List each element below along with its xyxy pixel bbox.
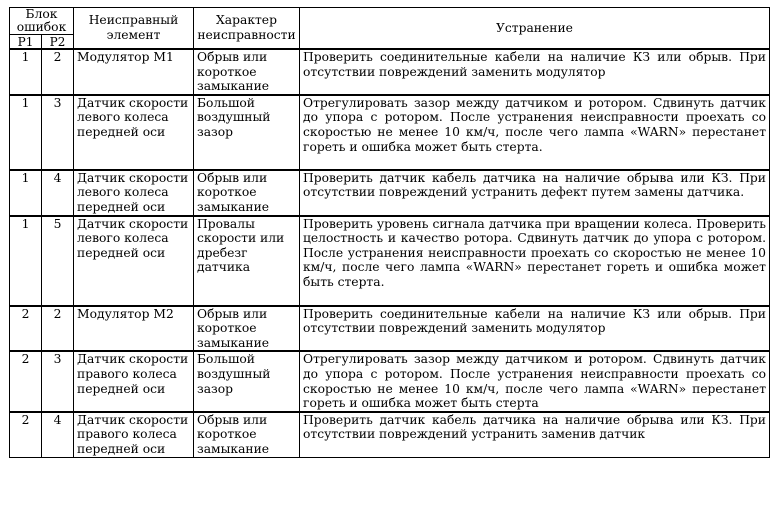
cell-element: Датчик скорости левого колеса передней оси bbox=[74, 95, 194, 170]
cell-nature: Большой воздушный зазор bbox=[194, 351, 300, 411]
cell-p2: 3 bbox=[42, 351, 74, 411]
table-row bbox=[10, 95, 770, 170]
cell-fix: Проверить датчик кабель датчика на наличие обрыва или КЗ. При отсутствии повреждений устранить дефект путем замены датчика. bbox=[300, 170, 770, 216]
cell-p1: 2 bbox=[10, 306, 42, 352]
cell-nature: Обрыв или короткое замыкание bbox=[194, 170, 300, 216]
header-fault-nature: Характер неисправности bbox=[194, 8, 300, 50]
cell-element: Датчик скорости левого колеса передней оси bbox=[74, 170, 194, 216]
cell-p1: 1 bbox=[10, 170, 42, 216]
cell-p1: 1 bbox=[10, 95, 42, 170]
cell-fix: Проверить соединительные кабели на наличие КЗ или обрыв. При отсутствии повреждений заменить модулятор bbox=[300, 49, 770, 95]
cell-fix: Проверить уровень сигнала датчика при вращении колеса. Проверить целостность и качество ротора. Сдвинуть датчик до упора с ротором. После устранения неисправности проехать со скоростью не менее 10 км/ч, после чего лампа «WARN» перестанет гореть и ошибка может быть стерта. bbox=[300, 216, 770, 306]
cell-element: Датчик скорости левого колеса передней оси bbox=[74, 216, 194, 306]
cell-fix: Проверить датчик кабель датчика на наличие обрыва или КЗ. При отсутствии повреждений устранить заменив датчик bbox=[300, 412, 770, 457]
cell-p1: 2 bbox=[10, 412, 42, 457]
header-error-block: Блок ошибок bbox=[10, 8, 74, 35]
table-row bbox=[10, 351, 770, 411]
table-row bbox=[10, 412, 770, 457]
cell-p1: 2 bbox=[10, 351, 42, 411]
cell-p2: 3 bbox=[42, 95, 74, 170]
cell-nature: Обрыв или короткое замыкание bbox=[194, 412, 300, 457]
header-p1: P1 bbox=[10, 35, 42, 50]
cell-p2: 5 bbox=[42, 216, 74, 306]
table-row bbox=[10, 216, 770, 306]
header-faulty-element: Неисправный элемент bbox=[74, 8, 194, 50]
cell-element: Модулятор М2 bbox=[74, 306, 194, 352]
cell-nature: Обрыв или короткое замыкание bbox=[194, 49, 300, 95]
cell-element: Датчик скорости правого колеса передней оси bbox=[74, 412, 194, 457]
header-fix: Устранение bbox=[300, 8, 770, 50]
cell-nature: Обрыв или короткое замыкание bbox=[194, 306, 300, 352]
cell-p2: 2 bbox=[42, 306, 74, 352]
cell-element: Датчик скорости правого колеса передней оси bbox=[74, 351, 194, 411]
cell-element: Модулятор М1 bbox=[74, 49, 194, 95]
cell-p2: 4 bbox=[42, 412, 74, 457]
header-p2: P2 bbox=[42, 35, 74, 50]
cell-p2: 2 bbox=[42, 49, 74, 95]
cell-p2: 4 bbox=[42, 170, 74, 216]
cell-fix: Проверить соединительные кабели на наличие КЗ или обрыв. При отсутствии повреждений заменить модулятор bbox=[300, 306, 770, 352]
table-row bbox=[10, 170, 770, 216]
cell-nature: Большой воздушный зазор bbox=[194, 95, 300, 170]
cell-p1: 1 bbox=[10, 216, 42, 306]
error-codes-table bbox=[9, 7, 770, 458]
table-row bbox=[10, 306, 770, 352]
cell-fix: Отрегулировать зазор между датчиком и ротором. Сдвинуть датчик до упора с ротором. После устранения неисправности проехать со скоростью не менее 10 км/ч, после чего лампа «WARN» перестанет гореть и ошибка может быть стерта bbox=[300, 351, 770, 411]
table-row bbox=[10, 49, 770, 95]
cell-p1: 1 bbox=[10, 49, 42, 95]
cell-fix: Отрегулировать зазор между датчиком и ротором. Сдвинуть датчик до упора с ротором. После устранения неисправности проехать со скоростью не менее 10 км/ч, после чего лампа «WARN» перестанет гореть и ошибка может быть стерта. bbox=[300, 95, 770, 170]
cell-nature: Провалы скорости или дребезг датчика bbox=[194, 216, 300, 306]
